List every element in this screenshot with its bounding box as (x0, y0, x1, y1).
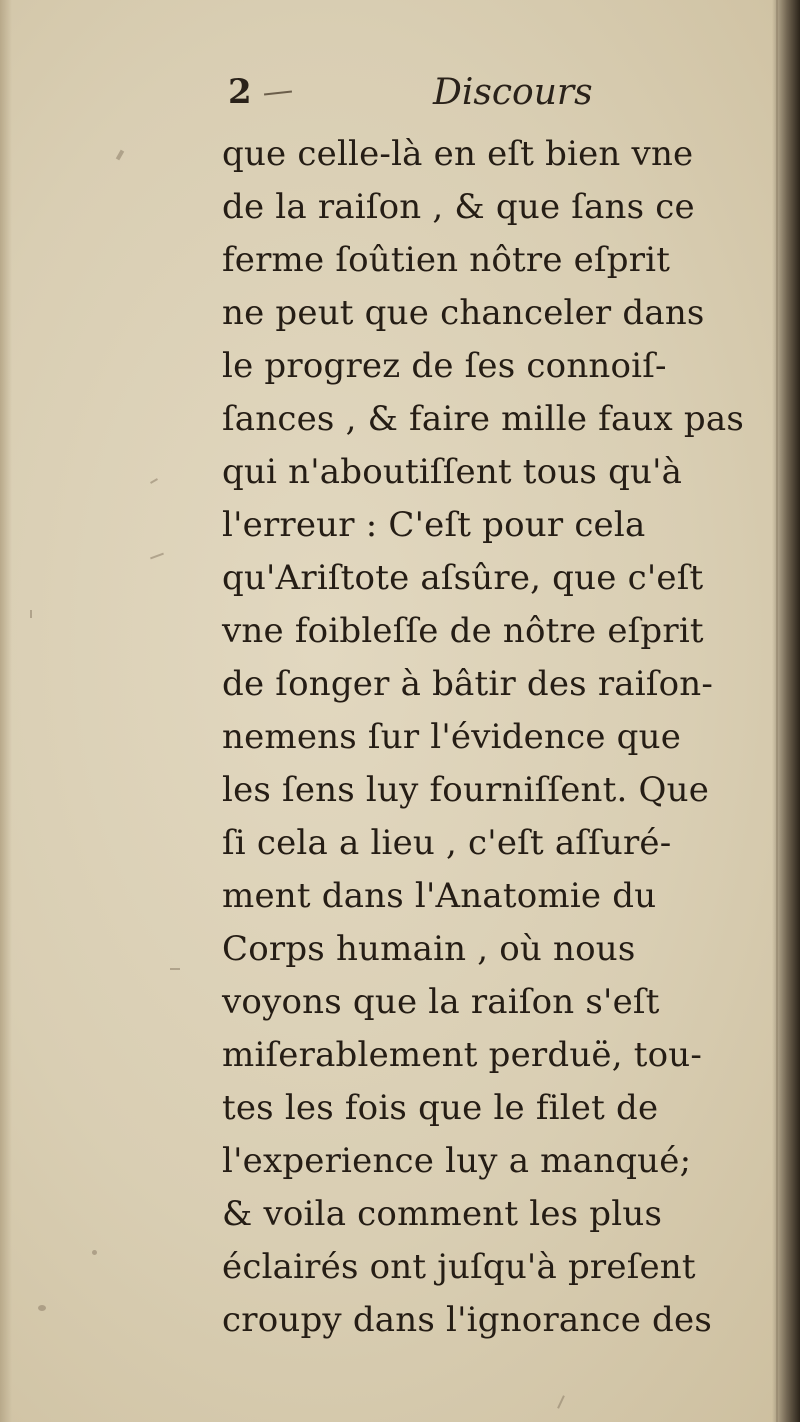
header-dash (264, 91, 292, 96)
text-line: l'erreur : C'eſt pour cela (222, 505, 646, 545)
running-title: Discours (433, 72, 593, 113)
paper-speck (557, 1395, 565, 1409)
paper-speck (150, 553, 164, 560)
text-line: que celle-là en eſt bien vne (222, 134, 694, 174)
text-line: ne peut que chanceler dans (222, 293, 705, 333)
text-line: de ſonger à bâtir des raiſon- (222, 664, 714, 704)
text-line: Corps humain , où nous (222, 929, 636, 969)
text-line: ſi cela a lieu , c'eſt aſſuré- (222, 823, 672, 863)
page-number: 2 (228, 72, 252, 112)
text-line: voyons que la raiſon s'eſt (222, 982, 660, 1022)
text-line: vne foibleſſe de nôtre eſprit (222, 611, 704, 651)
text-line: miſerablement perduë, tou- (222, 1035, 703, 1075)
text-line: les ſens luy fourniſſent. Que (222, 770, 710, 810)
text-line: qui n'aboutiſſent tous qu'à (222, 452, 683, 492)
text-line: ment dans l'Anatomie du (222, 876, 657, 916)
paper-speck (92, 1250, 97, 1255)
text-line: l'experience luy a manqué; (222, 1141, 692, 1181)
text-line: tes les fois que le filet de (222, 1088, 659, 1128)
text-line: ferme ſoûtien nôtre eſprit (222, 240, 671, 280)
running-header (228, 72, 788, 122)
paper-speck (30, 610, 32, 618)
text-line: & voila comment les plus (222, 1194, 663, 1234)
page-left-shadow (0, 0, 12, 1422)
text-line: croupy dans l'ignorance des (222, 1300, 712, 1340)
text-line: de la raiſon , & que ſans ce (222, 187, 695, 227)
paper-speck (170, 968, 180, 970)
paper-speck (116, 150, 124, 161)
text-line: ſances , & faire mille faux pas (222, 399, 744, 439)
paper-speck (150, 478, 158, 484)
text-line: le progrez de ſes connoiſ- (222, 346, 667, 386)
text-line: éclairés ont juſqu'à preſent (222, 1247, 696, 1287)
paper-speck (38, 1305, 46, 1311)
text-line: qu'Ariſtote aſsûre, que c'eſt (222, 558, 704, 598)
text-line: nemens ſur l'évidence que (222, 717, 682, 757)
body-text (222, 128, 782, 1347)
